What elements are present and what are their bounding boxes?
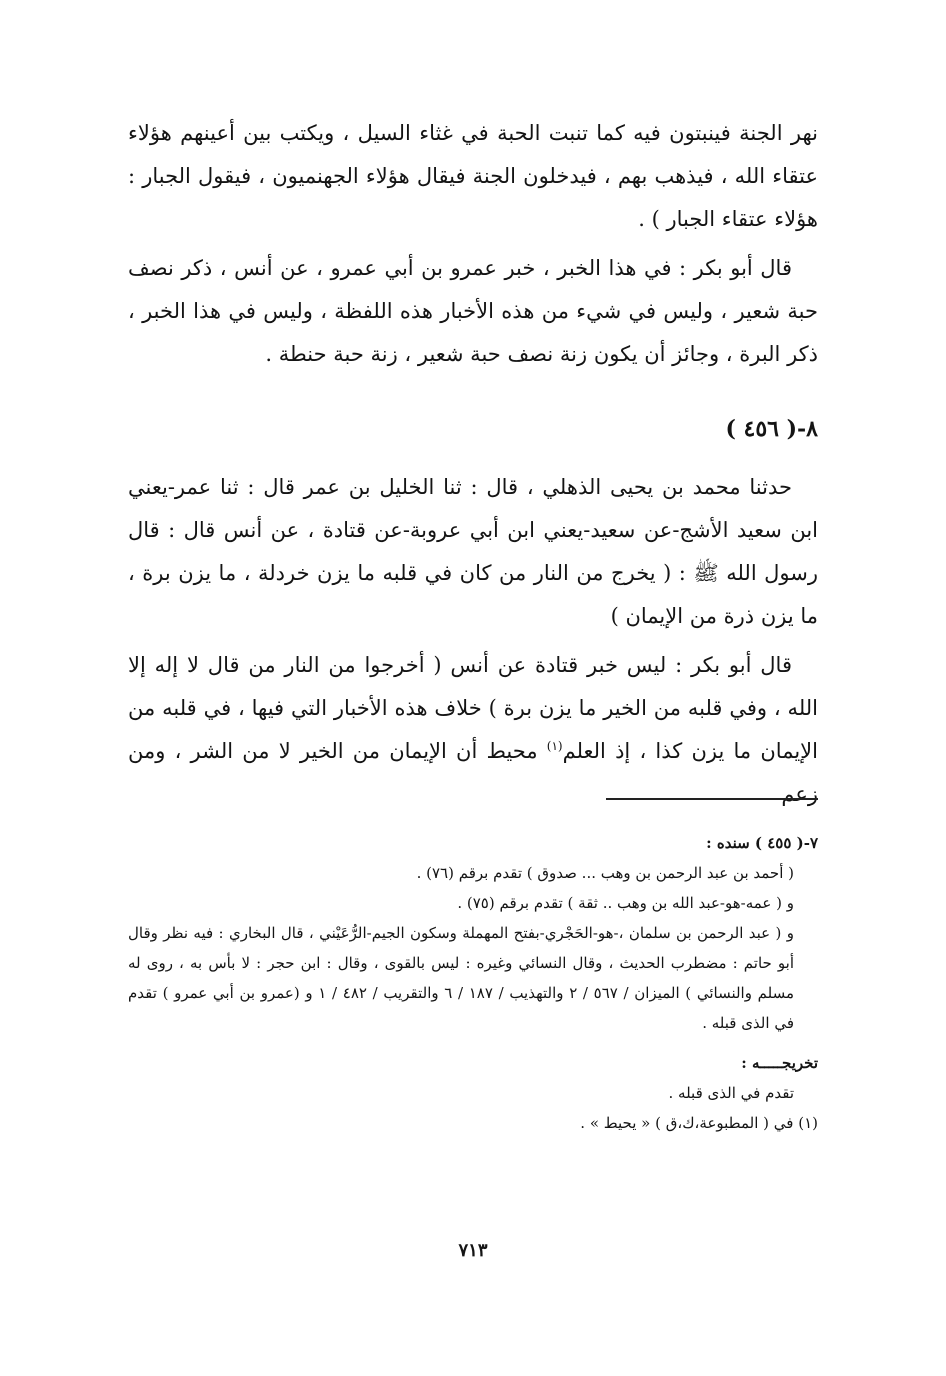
paragraph-1: نهر الجنة فينبتون فيه كما تنبت الحبة في غثاء السيل ، ويكتب بين أعينهم هؤلاء عتقاء الله ، فيذهب بهم ، فيدخلون الجنة فيقال هؤلاء الجهنميون ، فيقول الجبار : هؤلاء عتقاء الجبار ) . xyxy=(128,121,818,231)
takhrij-text: تقدم في الذى قبله . xyxy=(668,1084,794,1102)
page-number: ٧١٣ xyxy=(458,1240,488,1261)
footnote-line-3: و ( عبد الرحمن بن سلمان ،-هو-الحَجْري-بفتح المهملة وسكون الجيم-الرُّعَيْني ، قال البخاري : فيه نظر وقال أبو حاتم : مضطرب الحديث ، وقال النسائي وغيره : ليس بالقوى ، وقال : ابن حجر : لا بأس به ، روى له مسلم والنسائي ) الميزان / ٥٦٧ / ٢ والتهذيب / ١٨٧ / ٦ والتقريب / ٤٨٢ / ١ و (عمرو بن أبي عمرو ) تقدم في الذى قبله . xyxy=(128,924,795,1032)
hadith-number: ٨-( ٤٥٦ ) xyxy=(725,416,818,442)
main-text-bottom xyxy=(128,466,818,816)
footnote-marker: (١) xyxy=(546,739,563,753)
footnote-line-2: و ( عمه-هو-عبد الله بن وهب .. ثقة ) تقدم برقم (٧٥) . xyxy=(457,894,794,912)
footnote-note-1: (١) في ( المطبوعة،ك،ق ) « يحيط » . xyxy=(580,1114,818,1132)
paragraph-4-part-b: محيط أن الإيمان من الخير لا من الشر ، ومن زعم xyxy=(128,739,818,806)
paragraph-2: قال أبو بكر : في هذا الخبر ، خبر عمرو بن أبي عمرو ، عن أنس ، ذكر نصف حبة شعير ، وليس في شيء من هذه الأخبار هذه اللفظة ، وليس في هذا الخبر ، ذكر البرة ، وجائز أن يكون زنة نصف حبة شعير ، زنة حبة حنطة . xyxy=(128,256,818,366)
paragraph-4-part-a: قال أبو بكر : ليس خبر قتادة عن أنس ( أخرجوا من النار من قال لا إله إلا الله ، وفي قلبه من الخير ما يزن برة ) خلاف هذه الأخبار التي فيها ، في قلبه من الإيمان ما يزن كذا ، إذ العلم xyxy=(128,653,818,763)
footnotes xyxy=(128,828,818,1138)
paragraph-3: حدثنا محمد بن يحيى الذهلي ، قال : ثنا الخليل بن عمر قال : ثنا عمر-يعني ابن سعيد الأشج-عن سعيد-يعني ابن أبي عروبة-عن قتادة ، عن أنس قال : قال رسول الله ﷺ : ( يخرج من النار من كان في قلبه ما يزن خردلة ، ما يزن برة ، ما يزن ذرة من الإيمان ) xyxy=(128,475,818,628)
main-text-top xyxy=(128,112,818,376)
footnote-heading: ٧-( ٤٥٥ ) سنده : xyxy=(706,834,818,852)
footnote-line-1: ( أحمد بن عبد الرحمن بن وهب ... صدوق ) تقدم برقم (٧٦) . xyxy=(416,864,794,882)
footnote-divider xyxy=(606,798,818,800)
paragraph-4 xyxy=(128,644,818,816)
takhrij-heading: تخريجـــــه : xyxy=(741,1054,818,1072)
